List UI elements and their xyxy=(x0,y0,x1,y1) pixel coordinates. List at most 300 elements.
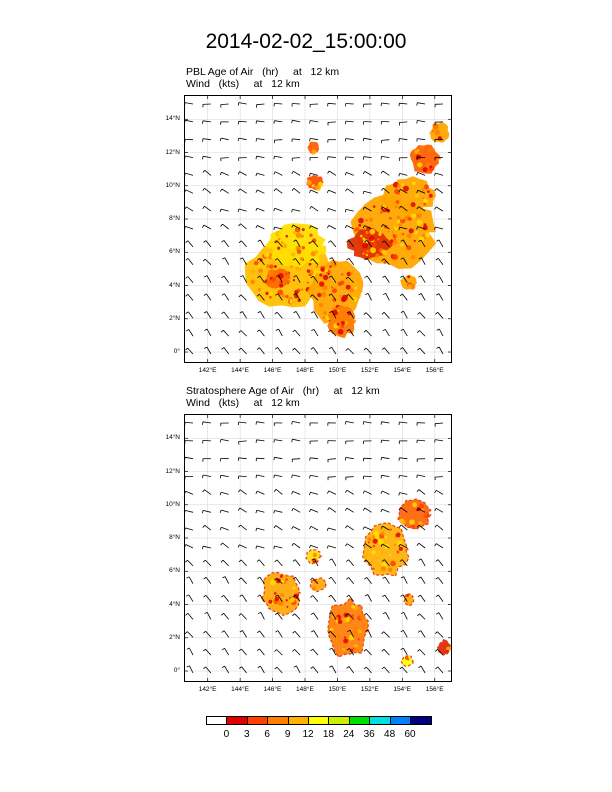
age-of-air-speckle xyxy=(414,231,418,235)
wind-barb-feather xyxy=(256,510,257,513)
wind-barb xyxy=(313,649,318,655)
wind-barb xyxy=(366,313,372,319)
wind-barb-feather xyxy=(274,227,275,230)
wind-barb-feather xyxy=(418,348,420,350)
wind-barb xyxy=(400,173,408,175)
wind-barb-feather xyxy=(186,577,189,578)
wind-barb-feather xyxy=(274,208,275,211)
wind-barb-feather xyxy=(292,527,293,530)
age-of-air-speckle xyxy=(397,220,401,224)
age-of-air-speckle xyxy=(378,220,381,223)
age-of-air-speckle xyxy=(428,148,431,151)
wind-barb xyxy=(224,240,229,247)
age-of-air-speckle xyxy=(363,553,368,558)
age-of-air-speckle xyxy=(425,513,427,515)
wind-barb xyxy=(277,312,282,318)
wind-barb xyxy=(311,526,318,530)
age-of-air-speckle xyxy=(396,551,399,554)
age-of-air-speckle xyxy=(407,275,410,278)
wind-barb-feather xyxy=(258,666,261,668)
wind-barb-feather xyxy=(399,139,400,142)
colorbar-swatch xyxy=(207,717,227,724)
wind-barb xyxy=(277,560,282,566)
age-of-air-speckle xyxy=(354,647,359,652)
wind-barb xyxy=(185,510,193,512)
wind-barb xyxy=(257,225,264,229)
wind-barb xyxy=(439,613,443,620)
age-of-air-speckle xyxy=(341,273,343,275)
panel2-title-line1: Stratosphere Age of Air (hr) at 12 km xyxy=(186,385,380,397)
lon-tick-label: 156°E xyxy=(425,686,444,693)
wind-barb-feather xyxy=(310,509,311,512)
wind-barb xyxy=(364,527,371,530)
age-of-air-speckle xyxy=(389,554,391,556)
wind-barb-feather xyxy=(292,649,294,651)
wind-barb xyxy=(241,560,246,566)
wind-barb-feather xyxy=(293,330,295,332)
wind-barb xyxy=(437,632,443,638)
age-of-air-speckle xyxy=(296,233,302,239)
age-of-air-speckle xyxy=(339,295,341,297)
wind-barb xyxy=(203,156,211,157)
wind-barb-feather xyxy=(436,667,438,669)
colorbar xyxy=(206,716,432,725)
age-of-air-speckle xyxy=(415,200,421,206)
panel1-title-line1: PBL Age of Air (hr) at 12 km xyxy=(186,66,340,78)
wind-barb xyxy=(346,457,354,458)
age-of-air-speckle xyxy=(424,184,429,189)
wind-barb-feather xyxy=(345,209,346,212)
wind-barb xyxy=(257,156,265,157)
wind-barb xyxy=(436,508,443,512)
wind-barb xyxy=(382,475,390,476)
age-of-air-speckle xyxy=(351,614,354,617)
wind-barb-feather xyxy=(292,209,293,212)
wind-barb xyxy=(366,613,371,619)
wind-barb xyxy=(241,525,247,530)
wind-barb xyxy=(186,190,193,194)
age-of-air-speckle xyxy=(379,564,381,566)
age-of-air-speckle xyxy=(393,240,398,245)
wind-barb xyxy=(242,667,247,673)
age-of-air-speckle xyxy=(401,251,406,256)
wind-barb-feather xyxy=(381,491,382,494)
age-of-air-speckle xyxy=(372,550,376,554)
wind-barb xyxy=(274,121,282,122)
wind-barb-feather xyxy=(222,240,224,242)
age-of-air-speckle xyxy=(390,528,392,530)
wind-barb xyxy=(399,422,407,423)
wind-barb-feather xyxy=(382,595,385,597)
age-of-air-speckle xyxy=(274,265,277,268)
wind-barb-feather xyxy=(185,545,186,548)
age-of-air-speckle xyxy=(397,184,400,187)
age-of-air-speckle xyxy=(373,545,376,548)
wind-barb-feather xyxy=(186,329,189,331)
wind-barb-feather xyxy=(222,648,225,650)
wind-barb-feather xyxy=(221,330,223,332)
wind-barb-feather xyxy=(401,630,404,632)
wind-barb xyxy=(420,649,426,655)
wind-barb xyxy=(438,312,443,318)
wind-barb xyxy=(421,577,425,584)
lon-tick-label: 148°E xyxy=(296,367,314,374)
wind-barb xyxy=(421,631,425,638)
wind-barb-feather xyxy=(239,331,241,333)
wind-barb xyxy=(188,312,193,319)
wind-barb-feather xyxy=(418,276,421,278)
age-of-air-speckle xyxy=(367,250,370,253)
wind-barb xyxy=(257,528,265,530)
wind-barb xyxy=(436,207,443,211)
lon-tick-label: 150°E xyxy=(328,367,347,374)
age-of-air-speckle xyxy=(423,239,428,244)
colorbar-swatch xyxy=(248,717,268,724)
wind-barb-feather xyxy=(363,527,364,530)
wind-barb-feather xyxy=(310,121,311,124)
age-of-air-speckle xyxy=(342,648,345,651)
wind-barb-feather xyxy=(310,173,311,176)
wind-barb-feather xyxy=(292,171,294,174)
wind-barb xyxy=(349,667,354,674)
wind-barb xyxy=(314,631,318,638)
wind-barb-feather xyxy=(419,294,422,295)
wind-barb-feather xyxy=(220,189,222,192)
wind-barb xyxy=(399,122,407,123)
age-of-air-speckle xyxy=(339,312,342,315)
wind-barb xyxy=(275,208,283,211)
age-of-air-speckle xyxy=(399,214,405,220)
age-of-air-speckle xyxy=(415,194,419,198)
age-of-air-speckle xyxy=(316,265,319,268)
wind-barb-feather xyxy=(220,209,221,212)
age-of-air-speckle xyxy=(271,277,276,282)
wind-barb-feather xyxy=(418,631,421,633)
age-of-air-speckle xyxy=(419,229,421,231)
wind-barb xyxy=(276,189,283,194)
wind-barb xyxy=(381,121,389,122)
wind-barb xyxy=(206,667,211,673)
wind-barb-feather xyxy=(364,649,366,651)
wind-barb-feather xyxy=(435,649,437,651)
wind-barb-feather xyxy=(292,439,293,442)
wind-barb xyxy=(438,258,443,264)
wind-barb xyxy=(421,258,425,265)
age-of-air-speckle xyxy=(447,650,449,652)
lon-tick-label: 152°E xyxy=(360,686,379,693)
wind-barb xyxy=(203,546,211,548)
age-of-air-speckle xyxy=(387,231,389,233)
wind-barb xyxy=(185,173,193,175)
wind-barb-feather xyxy=(292,508,294,511)
age-of-air-speckle xyxy=(289,597,294,602)
wind-barb xyxy=(221,138,229,140)
wind-barb-feather xyxy=(346,348,348,350)
wind-barb-feather xyxy=(204,294,207,296)
age-of-air-speckle xyxy=(307,180,312,185)
wind-barb-feather xyxy=(327,190,328,193)
colorbar-label: 0 xyxy=(223,729,230,740)
age-of-air-speckle xyxy=(294,261,299,266)
wind-barb xyxy=(346,104,354,105)
wind-barb-feather xyxy=(436,294,439,296)
wind-barb xyxy=(224,595,229,601)
age-of-air-speckle xyxy=(391,249,396,254)
wind-barb xyxy=(364,476,372,477)
age-of-air-speckle xyxy=(282,243,287,248)
wind-barb xyxy=(386,293,390,300)
wind-barb-feather xyxy=(275,560,277,562)
wind-barb xyxy=(382,140,390,141)
wind-barb-feather xyxy=(418,595,420,597)
age-of-air-speckle xyxy=(312,586,316,590)
wind-barb xyxy=(239,138,247,140)
wind-barb-feather xyxy=(329,559,332,560)
wind-barb-feather xyxy=(276,329,279,330)
wind-barb xyxy=(403,630,407,637)
wind-barb-feather xyxy=(222,276,224,278)
wind-barb-feather xyxy=(203,170,205,172)
colorbar-swatch xyxy=(309,717,329,724)
wind-barb xyxy=(438,560,443,566)
age-of-air-speckle xyxy=(403,186,409,192)
wind-barb xyxy=(328,546,336,548)
wind-barb xyxy=(221,510,229,512)
age-of-air-speckle xyxy=(319,303,323,307)
wind-barb-feather xyxy=(221,224,223,226)
colorbar-swatch xyxy=(391,717,411,724)
wind-barb-feather xyxy=(204,577,206,579)
wind-barb-feather xyxy=(365,293,368,294)
wind-barb xyxy=(314,329,318,336)
wind-barb xyxy=(329,225,336,229)
wind-barb-feather xyxy=(274,526,276,529)
wind-barb-feather xyxy=(310,475,311,478)
age-of-air-speckle xyxy=(395,205,398,208)
age-of-air-speckle xyxy=(368,537,372,541)
wind-barb-feather xyxy=(436,595,438,597)
wind-barb xyxy=(382,509,389,512)
wind-barb-feather xyxy=(417,543,419,545)
wind-barb xyxy=(206,631,211,637)
wind-barb-feather xyxy=(186,277,188,279)
age-of-air-speckle xyxy=(296,282,299,285)
wind-barb-feather xyxy=(202,546,203,549)
wind-barb xyxy=(221,527,229,530)
wind-barb xyxy=(419,490,425,495)
wind-barb-feather xyxy=(436,577,438,579)
age-of-air-speckle xyxy=(313,561,315,563)
age-of-air-speckle xyxy=(372,242,377,247)
age-of-air-speckle xyxy=(319,273,322,276)
wind-barb-feather xyxy=(311,649,313,651)
wind-barb xyxy=(313,348,318,355)
wind-barb-feather xyxy=(417,649,419,651)
wind-barb-feather xyxy=(293,631,295,633)
age-of-air-speckle xyxy=(285,574,288,577)
age-of-air-speckle xyxy=(308,242,310,244)
age-of-air-speckle xyxy=(341,321,345,325)
wind-barb xyxy=(329,190,336,193)
wind-barb xyxy=(293,171,300,175)
age-of-air-speckle xyxy=(435,130,441,136)
age-of-air-speckle xyxy=(315,185,321,191)
wind-barb xyxy=(241,578,246,584)
age-of-air-speckle xyxy=(411,255,415,259)
age-of-air-speckle xyxy=(286,599,288,601)
wind-barb-feather xyxy=(329,595,331,597)
age-of-air-speckle xyxy=(309,263,312,266)
wind-barb-feather xyxy=(186,595,189,597)
wind-barb xyxy=(366,348,371,354)
age-of-air-speckle xyxy=(292,234,295,237)
lat-tick-label: 10°N xyxy=(165,181,180,189)
wind-barb xyxy=(403,329,407,336)
wind-barb xyxy=(257,139,265,140)
wind-barb-feather xyxy=(436,240,439,242)
wind-barb-feather xyxy=(293,348,295,350)
wind-barb xyxy=(242,312,246,319)
age-of-air-speckle xyxy=(424,513,429,518)
wind-barb-feather xyxy=(204,241,206,243)
wind-barb xyxy=(310,138,318,139)
age-of-air-speckle xyxy=(337,310,339,312)
wind-barb xyxy=(402,667,407,673)
wind-barb xyxy=(292,120,300,122)
colorbar-label: 60 xyxy=(404,729,416,740)
age-of-air-speckle xyxy=(319,281,324,286)
wind-barb xyxy=(292,158,300,159)
age-of-air-speckle xyxy=(327,273,329,275)
age-of-air-speckle xyxy=(358,638,360,640)
wind-barb-feather xyxy=(220,492,221,495)
age-of-air-speckle xyxy=(279,284,283,288)
wind-barb xyxy=(205,560,211,566)
age-of-air-speckle xyxy=(315,288,320,293)
wind-barb xyxy=(365,508,372,512)
wind-barb xyxy=(346,421,354,423)
wind-barb-feather xyxy=(419,666,422,668)
wind-barb xyxy=(349,578,354,584)
age-of-air-speckle xyxy=(406,594,409,597)
wind-barb xyxy=(421,294,425,301)
wind-barb xyxy=(275,546,283,548)
wind-barb-feather xyxy=(221,543,223,545)
wind-barb xyxy=(386,612,390,619)
wind-barb xyxy=(275,511,283,513)
wind-barb-feather xyxy=(256,173,257,176)
wind-barb-feather xyxy=(364,613,366,615)
wind-barb xyxy=(435,440,443,441)
wind-barb-feather xyxy=(365,276,368,278)
wind-barb-feather xyxy=(222,666,225,668)
wind-barb-feather xyxy=(328,171,330,174)
wind-barb-feather xyxy=(258,612,261,613)
age-of-air-speckle xyxy=(414,240,416,242)
wind-barb-feather xyxy=(258,595,261,597)
wind-barb xyxy=(421,666,425,673)
wind-barb xyxy=(185,103,193,104)
wind-barb xyxy=(204,225,211,229)
age-of-air-speckle xyxy=(377,238,379,240)
wind-barb xyxy=(276,526,283,531)
wind-barb xyxy=(256,458,264,459)
age-of-air-speckle xyxy=(398,257,402,261)
wind-barb-feather xyxy=(292,120,293,123)
wind-barb xyxy=(221,104,229,105)
lat-tick-label: 8°N xyxy=(169,534,180,542)
wind-barb xyxy=(206,649,211,655)
wind-barb-feather xyxy=(221,595,223,597)
wind-barb-feather xyxy=(257,560,259,562)
wind-barb-feather xyxy=(364,348,366,350)
lat-tick-label: 14°N xyxy=(165,434,180,442)
panel1-title-line2: Wind (kts) at 12 km xyxy=(186,78,300,90)
lat-tick-label: 6°N xyxy=(169,567,180,575)
age-of-air-patch xyxy=(328,598,368,657)
lat-tick-label: 0° xyxy=(173,667,180,675)
wind-barb xyxy=(312,206,319,211)
age-of-air-speckle xyxy=(394,544,396,546)
wind-barb xyxy=(277,650,283,656)
age-of-air-speckle xyxy=(433,124,439,130)
age-of-air-speckle xyxy=(378,233,381,236)
age-of-air-speckle xyxy=(372,568,374,570)
age-of-air-speckle xyxy=(338,329,344,335)
wind-barb xyxy=(274,440,282,441)
age-of-air-speckle xyxy=(341,325,344,328)
age-of-air-speckle xyxy=(285,295,288,298)
wind-barb xyxy=(296,311,300,318)
wind-barb xyxy=(260,649,265,655)
age-of-air-speckle xyxy=(402,183,405,186)
wind-barb xyxy=(185,226,193,229)
lat-tick-label: 6°N xyxy=(169,248,180,256)
wind-barb xyxy=(223,330,228,336)
wind-barb xyxy=(313,667,318,673)
wind-barb-feather xyxy=(257,649,259,651)
wind-barb xyxy=(347,490,354,494)
age-of-air-speckle xyxy=(425,233,430,238)
wind-barb xyxy=(438,595,443,602)
age-of-air-speckle xyxy=(294,301,297,304)
wind-barb xyxy=(364,157,372,158)
wind-barb-feather xyxy=(220,475,221,478)
wind-barb xyxy=(241,224,247,229)
wind-barb xyxy=(221,209,229,211)
wind-barb xyxy=(364,191,372,193)
wind-barb-feather xyxy=(204,595,206,597)
wind-barb xyxy=(384,649,389,655)
wind-barb xyxy=(261,612,265,619)
wind-barb xyxy=(240,189,247,194)
wind-barb-feather xyxy=(347,595,349,597)
age-of-air-speckle xyxy=(281,241,283,243)
wind-barb xyxy=(187,632,193,638)
wind-barb-feather xyxy=(327,546,328,549)
age-of-air-speckle xyxy=(396,533,401,538)
age-of-air-speckle xyxy=(275,597,279,601)
wind-barb xyxy=(295,631,300,637)
wind-barb-feather xyxy=(399,475,400,478)
wind-barb xyxy=(239,422,247,423)
wind-barb-feather xyxy=(436,276,439,278)
wind-barb-feather xyxy=(437,347,440,348)
lat-tick-label: 2°N xyxy=(169,314,180,322)
wind-barb xyxy=(439,276,443,283)
wind-barb xyxy=(224,613,229,619)
age-of-air-speckle xyxy=(331,617,333,619)
